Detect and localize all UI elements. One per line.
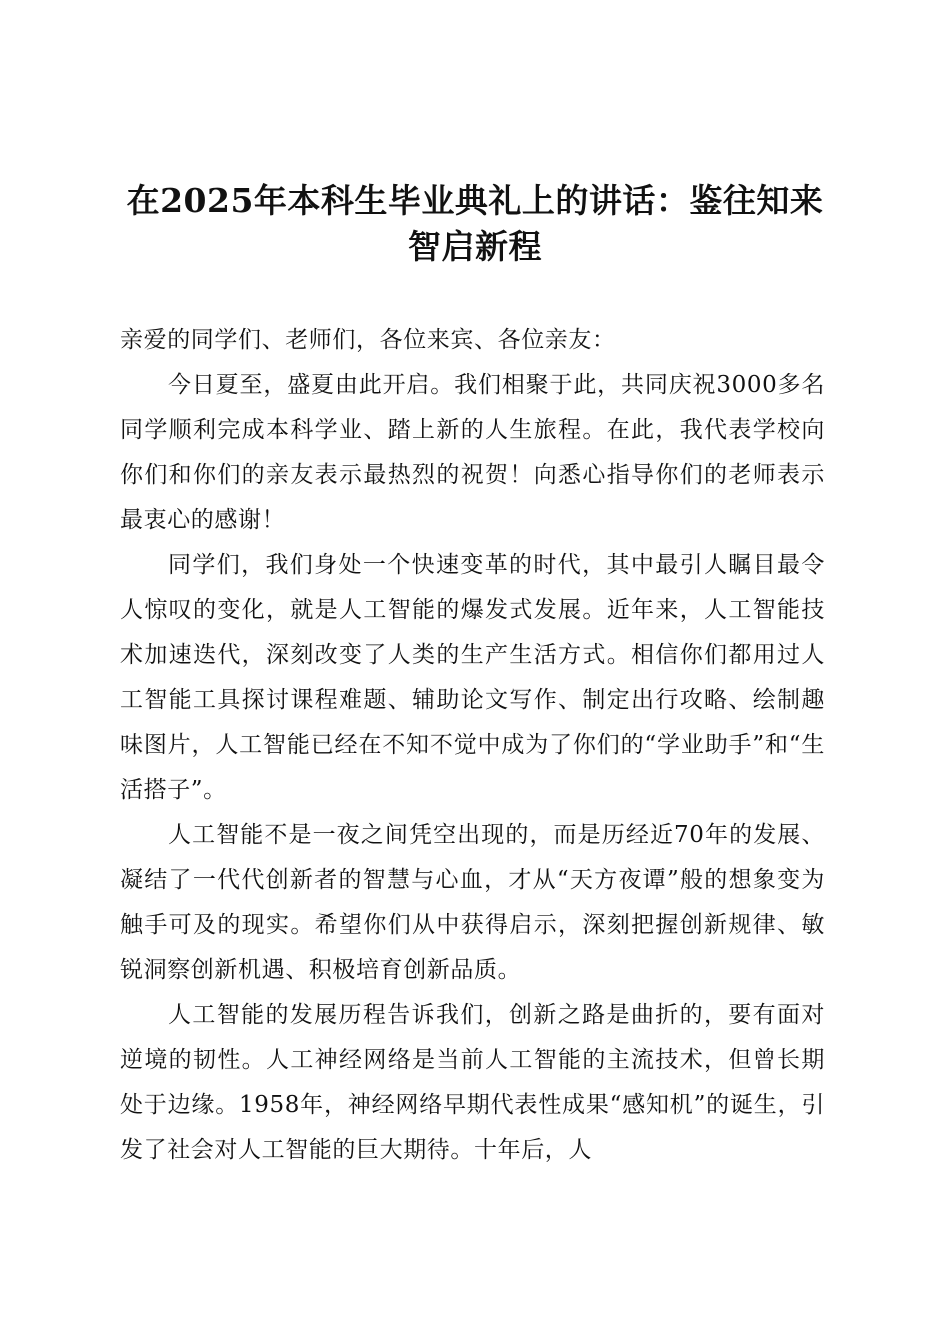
document-title: 在2025年本科生毕业典礼上的讲话：鉴往知来 智启新程	[126, 181, 824, 266]
paragraph: 人工智能不是一夜之间凭空出现的，而是历经近70年的发展、凝结了一代代创新者的智慧与心血，才从“天方夜谭”般的想象变为触手可及的现实。希望你们从中获得启示，深刻把握创新规律、敏锐洞察创新机遇、积极培育创新品质。	[120, 822, 825, 983]
paragraph: 同学们，我们身处一个快速变革的时代，其中最引人瞩目最令人惊叹的变化，就是人工智能的爆发式发展。近年来，人工智能技术加速迭代，深刻改变了人类的生产生活方式。相信你们都用过人工智能工具探讨课程难题、辅助论文写作、制定出行攻略、绘制趣味图片，人工智能已经在不知不觉中成为了你们的“学业助手”和“生活搭子”。	[120, 552, 825, 803]
paragraph: 今日夏至，盛夏由此开启。我们相聚于此，共同庆祝3000多名同学顺利完成本科学业、踏上新的人生旅程。在此，我代表学校向你们和你们的亲友表示最热烈的祝贺！向悉心指导你们的老师表示最衷心的感谢！	[120, 372, 825, 533]
document-body	[120, 318, 825, 1173]
paragraph: 人工智能的发展历程告诉我们，创新之路是曲折的，要有面对逆境的韧性。人工神经网络是当前人工智能的主流技术，但曾长期处于边缘。1958年，神经网络早期代表性成果“感知机”的诞生，引发了社会对人工智能的巨大期待。十年后，人	[120, 1002, 825, 1163]
salutation: 亲爱的同学们、老师们，各位来宾、各位亲友：	[120, 327, 616, 353]
